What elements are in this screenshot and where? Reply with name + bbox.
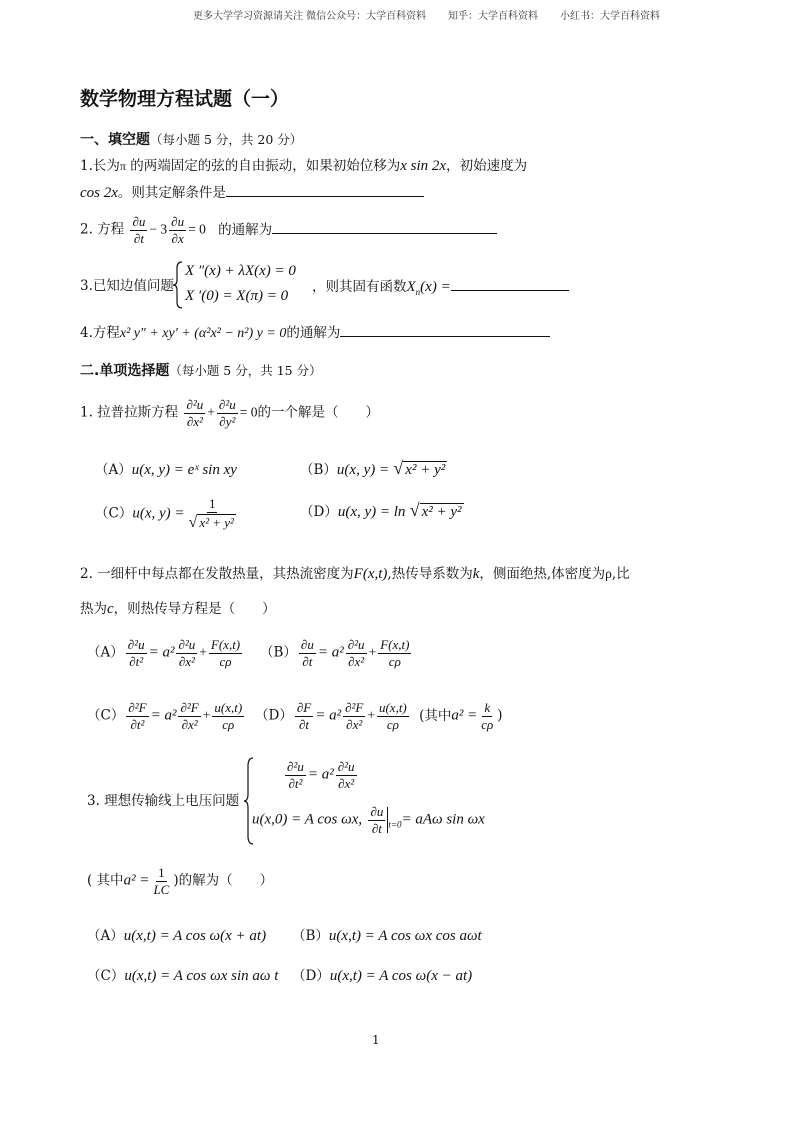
s1-q2-dt: ∂t bbox=[133, 230, 144, 246]
s2-q3-ic2: = aAω sin ωx bbox=[401, 811, 485, 828]
s2-q1-c-lhs: u(x, y) = bbox=[132, 505, 185, 522]
s2-q2-c-a2: = a² bbox=[150, 707, 177, 724]
s2-q3-note-a2: a² = bbox=[123, 872, 150, 889]
s2-q1-option-d[interactable]: （D）u(x, y) = ln √ x² + y² bbox=[300, 500, 462, 520]
s2-q2-a-d2u-b: ∂²u bbox=[178, 637, 196, 652]
section2-heading: 二.单项选择题 bbox=[80, 363, 170, 379]
s1-q1-text-b: 的两端固定的弦的自由振动，如果初始位移为 bbox=[125, 158, 401, 174]
s2-q1-c-frac: $\frac{1}{\text{√ x² + y²}}$ bbox=[188, 496, 234, 531]
s2-q3-d-expr: u(x,t) = A cos ω(x − at) bbox=[329, 968, 473, 984]
s1-q1-pi: π bbox=[119, 159, 126, 173]
s2-q2-d-label: （D） bbox=[255, 707, 293, 724]
s2-q2-c-plus: + bbox=[202, 707, 211, 723]
s2-q3-b-expr: u(x,t) = A cos ωx cos aωt bbox=[328, 928, 482, 944]
s1-q1-line1 bbox=[80, 159, 527, 174]
s2-q2-c-d2F: ∂²F bbox=[128, 700, 147, 715]
s2-q1-c-num: 1 bbox=[208, 496, 216, 511]
s2-q1-suffix: 的一个解是（ ） bbox=[257, 404, 379, 421]
s1-q3-answer-blank[interactable] bbox=[451, 289, 569, 291]
s2-q2-c-dt2: ∂t² bbox=[130, 716, 145, 732]
s2-q2-option-d[interactable] bbox=[255, 701, 503, 731]
s1-q2-prefix: 2. 方程 bbox=[80, 221, 125, 238]
page-number: 1 bbox=[372, 1033, 380, 1047]
s2-q3-c-label: （C） bbox=[87, 968, 125, 984]
s2-q2-c-d2F-b: ∂²F bbox=[180, 700, 199, 715]
s1-q2-du-dt bbox=[130, 215, 147, 245]
s2-q2-d-a2: = a² bbox=[315, 707, 342, 724]
s1-q2-suffix: 的通解为 bbox=[218, 221, 273, 238]
s2-q3-a-label: （A） bbox=[87, 928, 124, 944]
s2-q3-du: ∂u bbox=[370, 804, 384, 819]
s2-q2-a-a2: = a² bbox=[148, 644, 175, 661]
s2-q1-a-expr: u(x, y) = eˣ sin xy bbox=[131, 462, 237, 478]
s2-q2-option-b[interactable] bbox=[260, 638, 413, 668]
s1-q1-text-a: 1.长为 bbox=[80, 158, 120, 174]
s2-q2-F: F(x,t) bbox=[353, 566, 388, 582]
s2-q2-a-F: F(x,t) bbox=[210, 637, 241, 652]
s2-q2-k: k bbox=[472, 566, 480, 582]
s1-q2-du-dx bbox=[169, 215, 186, 245]
s2-q2-c-crho: cρ bbox=[222, 716, 235, 732]
s2-q2-c-label: （C） bbox=[87, 707, 125, 724]
s1-q3-tail bbox=[312, 280, 569, 295]
s2-q2-line2 bbox=[80, 602, 276, 617]
header-zhihu: 知乎：大学百科资料 bbox=[448, 11, 538, 22]
s2-q2-option-a[interactable] bbox=[87, 638, 244, 668]
s2-q3-a-expr: u(x,t) = A cos ω(x + at) bbox=[123, 928, 267, 944]
s2-q1-c-label: （C） bbox=[95, 505, 133, 522]
s2-q2-b-a2: = a² bbox=[317, 644, 344, 661]
s1-q3-boundary: X ′(0) = X(π) = 0 bbox=[185, 288, 289, 304]
s2-q2-a-label: （A） bbox=[87, 644, 124, 661]
s1-q3-xn-arg: (x) = bbox=[420, 279, 451, 295]
s2-q3-d2u-b: ∂²u bbox=[337, 759, 355, 774]
page-title: 数学物理方程试题（一） bbox=[80, 88, 290, 110]
s2-q3-t0: t=0 bbox=[388, 819, 402, 830]
s2-q1-d-lhs: u(x, y) = ln bbox=[337, 504, 406, 520]
s1-q3-n: n bbox=[415, 287, 421, 297]
section2-note: （每小题 5 分，共 15 分） bbox=[169, 363, 322, 378]
s2-q2-d-dF: ∂F bbox=[296, 700, 312, 715]
s1-q2-dx: ∂x bbox=[171, 230, 184, 246]
s2-q2-note-a2: a² = bbox=[451, 707, 478, 724]
s2-q2-note-open: (其中 bbox=[419, 707, 452, 724]
s2-q3-note-open: ( 其中 bbox=[87, 872, 124, 889]
s2-q1-d2u-dx2 bbox=[184, 398, 205, 428]
s2-q3-ic1: u(x,0) = A cos ωx, bbox=[252, 811, 363, 828]
s2-q2-text-e: 热为 bbox=[80, 601, 107, 617]
section1-heading: 一、填空题 bbox=[80, 132, 150, 148]
s1-q1-line2 bbox=[80, 186, 424, 201]
s2-q2-d-dx2: ∂x² bbox=[346, 716, 363, 732]
s1-q1-answer-blank[interactable] bbox=[226, 195, 424, 197]
s2-q2-text-f: ，则热传导方程是（ ） bbox=[113, 601, 276, 617]
s2-q1-option-c[interactable] bbox=[95, 497, 240, 531]
s2-q3-c-expr: u(x,t) = A cos ωx sin aω t bbox=[124, 968, 279, 984]
s1-q4-suffix: 的通解为 bbox=[286, 325, 341, 341]
s2-q1-dx2: ∂x² bbox=[186, 413, 203, 429]
s1-q2-rhs: = 0 bbox=[188, 221, 206, 237]
s2-q3-equation bbox=[283, 760, 359, 790]
s2-q2-b-label: （B） bbox=[260, 644, 297, 661]
s1-q2-du: ∂u bbox=[132, 214, 146, 229]
s2-q1-d2u: ∂²u bbox=[186, 397, 204, 412]
s2-q2-a-dt2: ∂t² bbox=[129, 653, 144, 669]
s2-q3-d-label: （D） bbox=[292, 968, 330, 984]
s2-q2-note-crho: cρ bbox=[481, 716, 494, 732]
s2-q1-rhs: = 0 bbox=[239, 404, 258, 420]
s2-q1-plus: + bbox=[207, 404, 215, 420]
section1-note: （每小题 5 分，共 20 分） bbox=[150, 132, 303, 147]
section2-heading-row bbox=[80, 364, 322, 379]
s2-q2-d-d2F: ∂²F bbox=[345, 700, 364, 715]
s2-q1-dy2: ∂y² bbox=[219, 413, 236, 429]
s2-q2-text-c: ，侧面绝热,体密度为 bbox=[479, 566, 606, 582]
s2-q2-b-d2u: ∂²u bbox=[347, 637, 365, 652]
s1-q2 bbox=[80, 215, 497, 245]
s2-q2-b-dx2: ∂x² bbox=[348, 653, 365, 669]
s2-q3-dt: ∂t bbox=[371, 820, 382, 836]
s1-q4-answer-blank[interactable] bbox=[340, 335, 550, 337]
s2-q3-dt2: ∂t² bbox=[288, 775, 303, 791]
s1-q3-brace bbox=[172, 260, 184, 310]
s2-q2-b-F: F(x,t) bbox=[380, 637, 410, 652]
s1-q1-initial-displacement: x sin 2x bbox=[400, 158, 447, 174]
header-xiaohongshu: 小红书：大学百科资料 bbox=[560, 11, 660, 22]
s2-q2-d-dt: ∂t bbox=[298, 716, 310, 732]
s2-q2-d-crho: cρ bbox=[386, 716, 399, 732]
s2-q1-d-label: （D） bbox=[300, 504, 338, 520]
s2-q2-note-close: ) bbox=[497, 707, 503, 724]
s1-q2-minus-3: − 3 bbox=[149, 221, 168, 237]
s2-q1-b-radicand: x² + y² bbox=[405, 462, 446, 478]
s2-q3-option-b[interactable] bbox=[292, 929, 482, 944]
s2-q2-d-plus: + bbox=[367, 707, 375, 723]
s1-q1-text-d: 。则其定解条件是 bbox=[117, 185, 226, 201]
s2-q2-a-crho: cρ bbox=[219, 653, 232, 669]
s2-q2-a-d2u: ∂²u bbox=[127, 637, 145, 652]
s2-q2-text-b: ,热传导系数为 bbox=[387, 566, 473, 582]
s2-q1-prefix: 1. 拉普拉斯方程 bbox=[80, 404, 179, 421]
s2-q2-b-du: ∂u bbox=[300, 637, 314, 652]
s1-q1-initial-velocity: cos 2x bbox=[80, 185, 118, 201]
s1-q3-equation: X ″(x) + λX(x) = 0 bbox=[185, 263, 296, 279]
section1-heading-row bbox=[80, 133, 302, 148]
s1-q1-text-c: ，初始速度为 bbox=[446, 158, 528, 174]
s2-q2-text-d: ,比 bbox=[611, 566, 630, 582]
s2-q1-option-a[interactable] bbox=[95, 463, 237, 478]
s2-q2-text-a: 2. 一细杆中每点都在发散热量，其热流密度为 bbox=[80, 566, 354, 582]
s2-q1-option-b[interactable]: （B）u(x, y) = √ x² + y² bbox=[300, 458, 446, 478]
header-follow: 更多大学学习资源请关注 微信公众号：大学百科资料 bbox=[193, 11, 427, 22]
s2-q2-option-c[interactable] bbox=[87, 701, 246, 731]
s2-q2-rho: ρ bbox=[605, 566, 612, 581]
s2-q1-a-label: （A） bbox=[95, 462, 132, 478]
s2-q1-b-label: （B） bbox=[300, 462, 337, 478]
s2-q3-dx2: ∂x² bbox=[338, 775, 355, 791]
s2-q1-d2u-dy2 bbox=[217, 398, 238, 428]
s1-q4 bbox=[80, 327, 550, 341]
s2-q2-c-u: u(x,t) bbox=[214, 700, 243, 715]
s1-q4-prefix: 4.方程 bbox=[80, 325, 120, 341]
s2-q1-d-radicand: x² + y² bbox=[421, 504, 462, 520]
s2-q2-d-u: u(x,t) bbox=[378, 700, 407, 715]
s1-q3-mid: ，则其固有函数 bbox=[312, 279, 407, 295]
s1-q2-du2: ∂u bbox=[171, 214, 185, 229]
s2-q3-option-c[interactable] bbox=[87, 969, 278, 984]
s2-q3-line2 bbox=[87, 866, 273, 896]
s2-q2-c: c bbox=[107, 601, 114, 617]
s2-q2-line1 bbox=[80, 567, 630, 582]
s1-q4-equation: x² y″ + xy′ + (α²x² − n²) y = 0 bbox=[119, 326, 287, 341]
s2-q3-option-d[interactable] bbox=[292, 969, 472, 984]
s2-q3-note-close: )的解为（ ） bbox=[173, 872, 274, 889]
s2-q3-option-a[interactable] bbox=[87, 929, 266, 944]
s2-q3-d2u: ∂²u bbox=[287, 759, 304, 774]
s2-q2-b-plus: + bbox=[368, 644, 377, 660]
s2-q1 bbox=[80, 398, 379, 428]
s2-q3-prefix: 3. 理想传输线上电压问题 bbox=[87, 793, 240, 809]
s2-q3-initial-conditions bbox=[252, 805, 485, 835]
s2-q1-d2u-b: ∂²u bbox=[218, 397, 236, 412]
s2-q2-note-k: k bbox=[484, 700, 491, 715]
s2-q3-b-label: （B） bbox=[292, 928, 329, 944]
s2-q2-c-dx2: ∂x² bbox=[181, 716, 198, 732]
s1-q3-xn: X bbox=[406, 279, 416, 295]
s2-q1-c-radicand: x² + y² bbox=[199, 514, 234, 530]
s2-q2-b-dt: ∂t bbox=[302, 653, 313, 669]
s1-q2-answer-blank[interactable] bbox=[272, 232, 497, 234]
s2-q3-note-den: LC bbox=[153, 881, 170, 897]
s2-q2-b-crho: cρ bbox=[388, 653, 401, 669]
s2-q1-b-lhs: u(x, y) = bbox=[336, 462, 390, 478]
s1-q3-prefix: 3.已知边值问题 bbox=[80, 278, 174, 294]
s2-q3-a2: = a² bbox=[307, 766, 334, 783]
s2-q2-a-plus: + bbox=[199, 644, 207, 660]
s2-q3-note-num: 1 bbox=[158, 865, 165, 880]
s2-q2-a-dx2: ∂x² bbox=[178, 653, 195, 669]
